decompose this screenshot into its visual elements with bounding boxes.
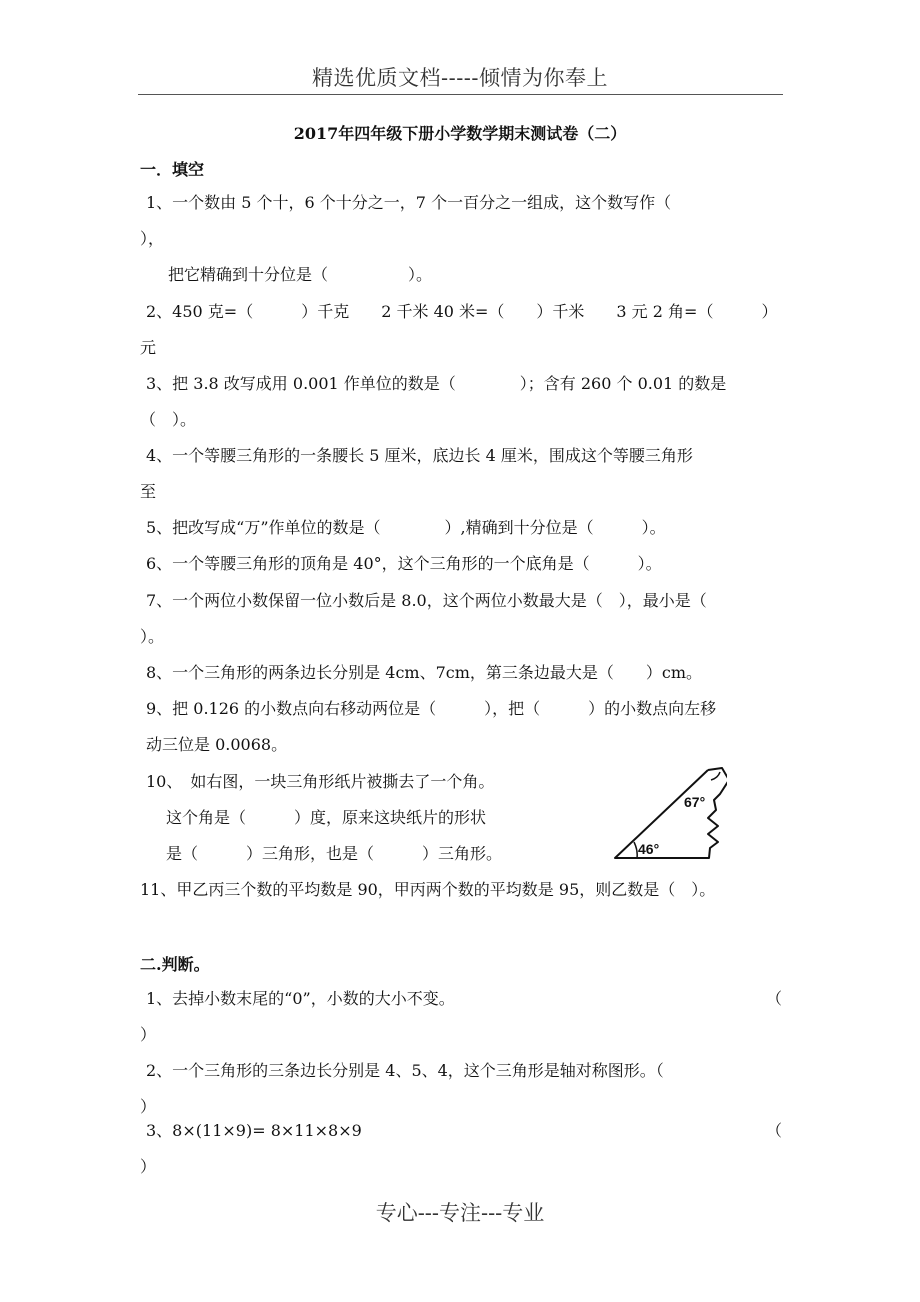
triangle-outline xyxy=(615,768,727,858)
question-11: 11、甲乙丙三个数的平均数是 90，甲丙两个数的平均数是 95，则乙数是（ ）。 xyxy=(140,880,716,899)
top-angle-arc xyxy=(711,772,720,780)
torn-triangle-figure xyxy=(612,764,727,864)
section-heading-true-false: 二.判断。 xyxy=(140,955,210,974)
question-7-line-2: ）。 xyxy=(140,627,165,646)
page-header: 精选优质文档-----倾情为你奉上 xyxy=(312,66,608,90)
question-1-line-1: 1、一个数由 5 个十，6 个十分之一，7 个一百分之一组成，这个数写作（ xyxy=(146,193,672,212)
question-6: 6、一个等腰三角形的顶角是 40°，这个三角形的一个底角是（ ）。 xyxy=(146,554,662,573)
question-1-line-3: 把它精确到十分位是（ ）。 xyxy=(168,265,433,284)
question-2-line-2: 元 xyxy=(140,338,157,357)
judge-3-paren-open: （ xyxy=(766,1121,783,1140)
question-7-line-1: 7、一个两位小数保留一位小数后是 8.0，这个两位小数最大是（ ），最小是（ xyxy=(146,591,707,610)
judge-2-statement: 2、一个三角形的三条边长分别是 4、5、4，这个三角形是轴对称图形。（ xyxy=(146,1061,664,1080)
question-10-line-2: 这个角是（ ）度，原来这块纸片的形状 xyxy=(166,808,487,827)
judge-3-statement: 3、8×(11×9)= 8×11×8×9 xyxy=(146,1121,362,1140)
judge-3-paren-close: ） xyxy=(140,1157,157,1176)
question-4-line-1: 4、一个等腰三角形的一条腰长 5 厘米，底边长 4 厘米，围成这个等腰三角形 xyxy=(146,446,693,465)
judge-1-paren-close: ） xyxy=(140,1025,157,1044)
question-2-line-1: 2、450 克=（ ）千克 2 千米 40 米=（ ）千米 3 元 2 角=（ ） xyxy=(146,302,778,321)
judge-1-paren-open: （ xyxy=(766,989,783,1008)
judge-1-statement: 1、去掉小数末尾的“0”，小数的大小不变。 xyxy=(146,989,455,1008)
question-10-line-1: 10、 如右图，一块三角形纸片被撕去了一个角。 xyxy=(146,772,495,791)
question-10-line-3: 是（ ）三角形，也是（ ）三角形。 xyxy=(166,844,503,863)
bottom-angle-label: 46° xyxy=(638,841,660,857)
exam-title: 2017年四年级下册小学数学期末测试卷（二） xyxy=(293,124,627,143)
question-3-line-2: （ ）。 xyxy=(140,410,197,429)
question-5: 5、把改写成“万”作单位的数是（ ）,精确到十分位是（ ）。 xyxy=(146,518,666,537)
question-8: 8、一个三角形的两条边长分别是 4cm、7cm，第三条边最大是（ ）cm。 xyxy=(146,663,703,682)
question-9-line-2: 动三位是 0.0068。 xyxy=(146,735,288,754)
top-angle-label: 67° xyxy=(684,794,706,810)
judge-2-paren-close: ） xyxy=(140,1097,157,1116)
question-9-line-1: 9、把 0.126 的小数点向右移动两位是（ ），把（ ）的小数点向左移 xyxy=(146,699,717,718)
question-3-line-1: 3、把 3.8 改写成用 0.001 作单位的数是（ ）；含有 260 个 0.01 的数是 xyxy=(146,374,727,393)
header-divider xyxy=(138,94,783,95)
bottom-angle-arc xyxy=(634,842,637,858)
section-heading-fill-blank: 一．填空 xyxy=(140,160,205,179)
question-1-line-2: ）， xyxy=(140,229,165,248)
question-4-line-2: 至 xyxy=(140,482,157,501)
page-footer: 专心---专注---专业 xyxy=(375,1201,545,1225)
